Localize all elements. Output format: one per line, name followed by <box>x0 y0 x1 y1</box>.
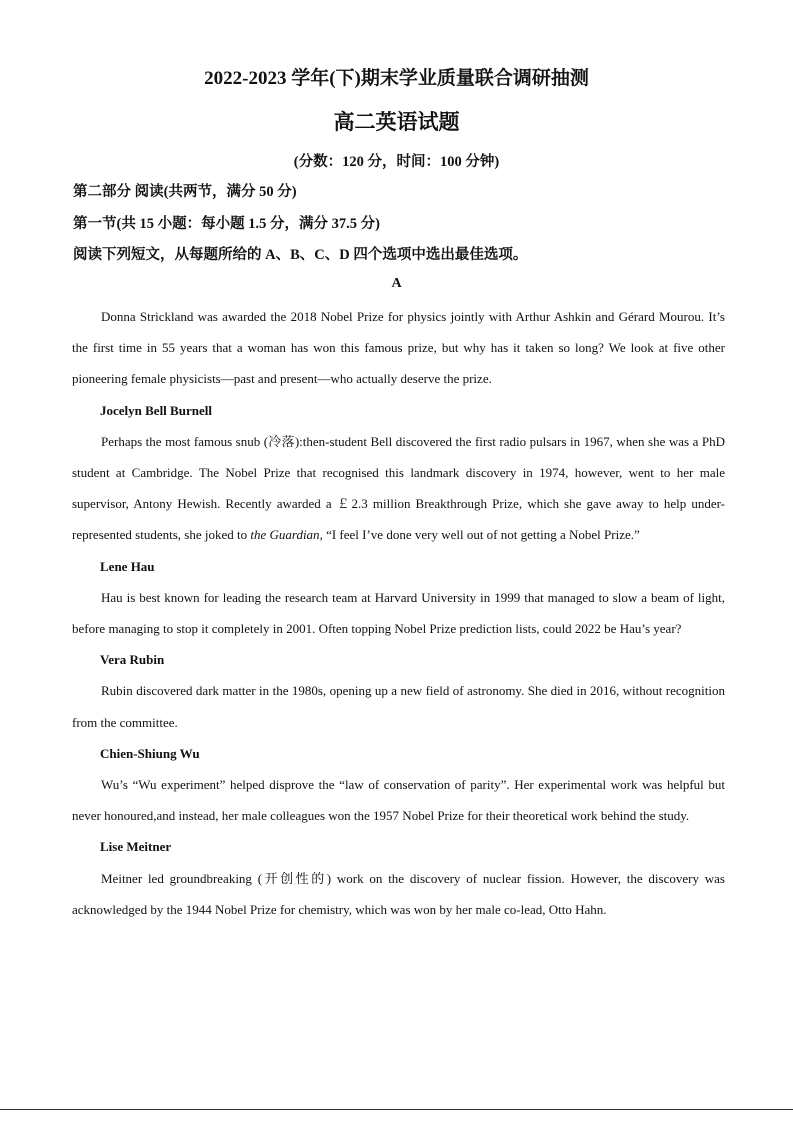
passage-letter: A <box>391 276 402 291</box>
physicist-name: Chien-Shiung Wu <box>100 745 200 761</box>
physicist-description: Rubin discovered dark matter in the 1980s, opening up a new field of astronomy. She died in 2016, without recognition from the committee. <box>72 683 725 730</box>
physicist-name: Vera Rubin <box>100 652 165 668</box>
section-instruction: 阅读下列短文，从每题所给的 A、B、C、D 四个选项中选出最佳选项。 <box>73 247 528 263</box>
section-part-heading: 第二部分 阅读(共两节，满分 50 分) <box>73 184 297 200</box>
publication-title: the Guardian <box>250 527 320 543</box>
physicist-description: Meitner led groundbreaking (开创性的) work on the discovery of nuclear fission. However, the discovery was acknowledged by the 1944 Nobel Prize for chemistry, which was won by her male co-lead, Otto Hahn. <box>72 870 725 917</box>
page-bottom-divider <box>0 1109 793 1110</box>
physicist-description: Wu’s “Wu experiment” helped disprove the “law of conservation of parity”. Her experimental work was helpful but never honoured,and instead, her male colleagues won the 1957 Nobel Prize for their theoretical work behind the study. <box>72 777 725 824</box>
section-subpart-heading: 第一节(共 15 小题：每小题 1.5 分，满分 37.5 分) <box>73 216 380 232</box>
description-text: Perhaps the most famous snub (冷落):then-student Bell discovered the first radio pulsars in 1967, when she was a PhD student at Cambridge. The Nobel Prize that recognised this landmark discovery in 1974, however, went to her male supervisor, Antony Hewish. Recently awarded a ￡2.3 million Breakthrough Prize, which she gave away to help under-represented students, she joked to <box>72 433 725 543</box>
physicist-name: Jocelyn Bell Burnell <box>100 402 212 418</box>
description-text: , “I feel I’ve done very well out of not getting a Nobel Prize.” <box>319 527 640 543</box>
physicist-description <box>72 426 725 551</box>
exam-title: 2022-2023 学年(下)期末学业质量联合调研抽测 <box>204 68 589 89</box>
physicist-name: Lene Hau <box>100 558 155 574</box>
passage-body <box>72 301 725 925</box>
passage-intro: Donna Strickland was awarded the 2018 Nobel Prize for physics jointly with Arthur Ashkin and Gérard Mourou. It’s the first time in 55 years that a woman has won this famous prize, but why has it taken so long? We look at five other pioneering female physicists—past and present—who actually deserve the prize. <box>72 309 725 387</box>
physicist-name: Lise Meitner <box>100 839 172 855</box>
exam-subtitle: 高二英语试题 <box>333 110 460 134</box>
physicist-description: Hau is best known for leading the research team at Harvard University in 1999 that managed to slow a beam of light, before managing to stop it completely in 2001. Often topping Nobel Prize prediction lists, could 2022 be Hau’s year? <box>72 589 725 637</box>
score-time-info: (分数：120 分，时间：100 分钟) <box>293 154 500 170</box>
